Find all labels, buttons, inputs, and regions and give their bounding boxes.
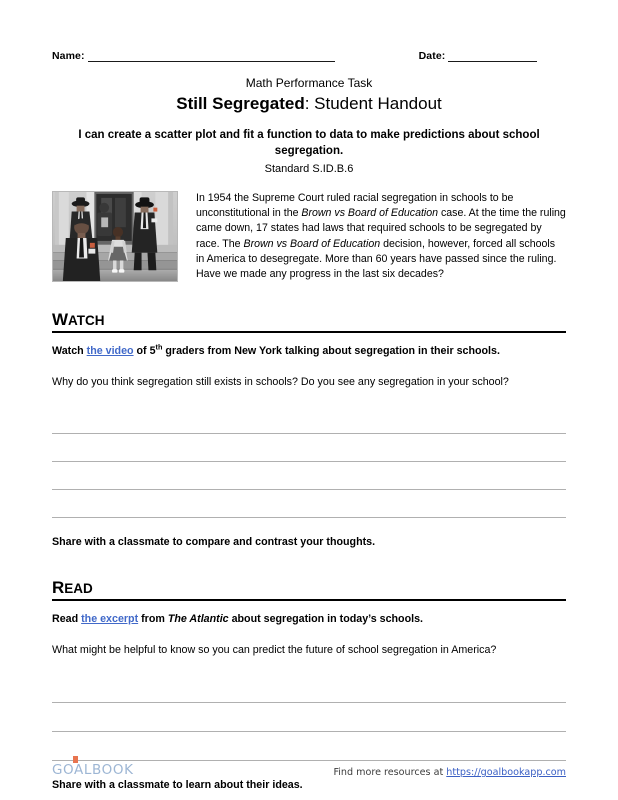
footer-resources xyxy=(333,767,566,778)
name-label: Name: xyxy=(52,50,85,62)
read-heading-initial: R xyxy=(52,578,65,598)
excerpt-link[interactable]: the excerpt xyxy=(81,613,139,626)
read-task-pre: Read xyxy=(52,613,82,626)
intro-text-2: case. At the time the ruling came down, 17 states had laws that required schools to be segregated by race. The xyxy=(196,207,566,250)
name-write-in-line[interactable] xyxy=(88,51,335,62)
ruby-bridges-photo xyxy=(52,191,178,282)
page-title xyxy=(52,93,566,115)
answer-line[interactable] xyxy=(52,406,566,434)
supertitle: Math Performance Task xyxy=(245,76,373,90)
learning-objective: I can create a scatter plot and fit a function to data to make predictions about school segregation. xyxy=(78,129,540,157)
watch-task-post: graders from New York talking about segregation in their schools. xyxy=(162,345,500,358)
goalbook-url-link[interactable]: https://goalbookapp.com xyxy=(446,767,566,778)
watch-question: Why do you think segregation still exists in schools? Do you see any segregation in your school? xyxy=(52,376,509,389)
intro-section xyxy=(52,191,566,282)
answer-line[interactable] xyxy=(52,732,566,761)
goalbook-logo xyxy=(52,762,134,778)
watch-task-mid: of 5 xyxy=(133,345,156,358)
name-date-row xyxy=(52,0,566,62)
answer-line[interactable] xyxy=(52,462,566,490)
footer-resources-text: Find more resources at xyxy=(333,767,447,778)
page-footer xyxy=(52,762,566,778)
read-answer-lines[interactable] xyxy=(52,674,566,761)
answer-line[interactable] xyxy=(52,434,566,462)
watch-answer-lines[interactable] xyxy=(52,406,566,518)
watch-heading-initial: W xyxy=(52,310,69,330)
page-title-bold: Still Segregated xyxy=(176,94,305,113)
watch-heading-rest: ATCH xyxy=(68,313,105,329)
answer-line[interactable] xyxy=(52,703,566,732)
date-label: Date: xyxy=(418,50,446,62)
watch-task-pre: Watch xyxy=(52,345,87,358)
read-heading-text xyxy=(52,578,93,601)
intro-text-3: decision, however, forced all schools in America to desegregate. More than 60 years have passed since the ruling. Have we made any progress in the last six decades? xyxy=(196,237,557,281)
photo-artwork xyxy=(53,192,177,281)
read-heading-rest: EAD xyxy=(64,581,93,597)
read-question: What might be helpful to know so you can predict the future of school segregation in America? xyxy=(52,644,497,657)
publication-name: The Atlantic xyxy=(167,613,229,626)
watch-section-heading xyxy=(52,310,566,333)
case-name-1: Brown vs Board of Education xyxy=(301,207,439,220)
case-name-2: Brown vs Board of Education xyxy=(243,237,381,250)
watch-share-prompt: Share with a classmate to compare and contrast your thoughts. xyxy=(52,536,376,549)
intro-text-1: In 1954 the Supreme Court ruled racial segregation in schools to be unconstitutional in the xyxy=(196,192,514,220)
goalbook-logo-text: GOALBOOK xyxy=(52,762,134,778)
read-section-heading xyxy=(52,578,566,601)
watch-heading-text xyxy=(52,310,105,333)
video-link[interactable]: the video xyxy=(86,345,134,358)
read-task xyxy=(52,612,566,627)
title-block xyxy=(52,75,566,115)
watch-task-ordinal: th xyxy=(155,342,163,352)
page-title-rest: : Student Handout xyxy=(304,94,442,113)
read-task-mid: from xyxy=(138,613,168,626)
date-write-in-line[interactable] xyxy=(448,51,537,62)
answer-line[interactable] xyxy=(52,674,566,703)
intro-paragraph xyxy=(196,191,566,282)
answer-line[interactable] xyxy=(52,490,566,518)
read-task-post: about segregation in today’s schools. xyxy=(228,613,423,626)
standard-code: Standard S.ID.B.6 xyxy=(264,163,354,175)
read-share-prompt: Share with a classmate to learn about their ideas. xyxy=(52,779,303,792)
logo-flag-icon xyxy=(73,756,78,763)
watch-task xyxy=(52,344,566,359)
